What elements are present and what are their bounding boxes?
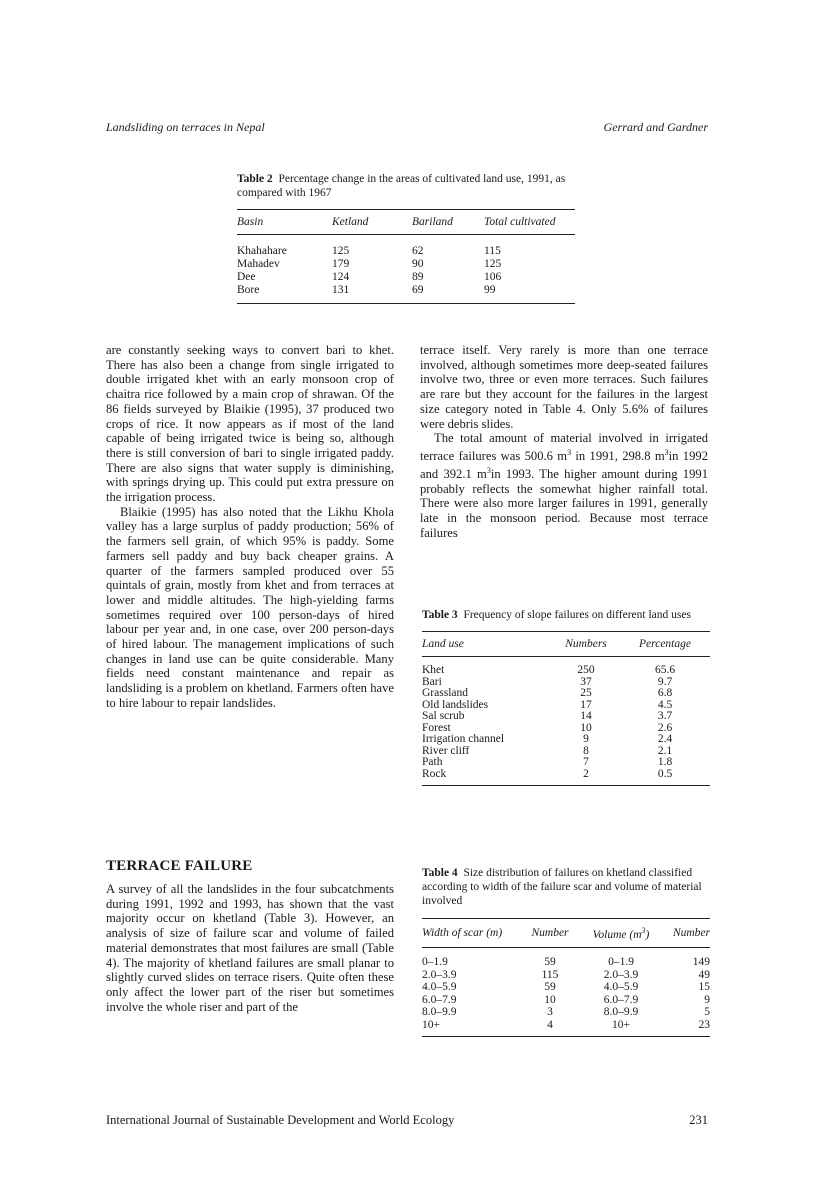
table-cell: 25 (580, 687, 592, 699)
table-3-caption-text: Frequency of slope failures on different land uses (463, 609, 691, 621)
table-cell: Dee (237, 271, 256, 283)
table-cell: Khet (422, 664, 445, 676)
table-row (422, 734, 710, 746)
table-cell: 5 (704, 1006, 710, 1018)
superscript: 3 (664, 447, 669, 457)
column-header: Percentage (639, 638, 691, 650)
table-cell: 115 (484, 245, 501, 257)
body-paragraph: Blaikie (1995) has also noted that the Likhu Khola valley has a large surplus of paddy production; 56% of the farmers sell grain, of which 95% is paddy. Some farmers sell paddy and buy back cheaper grains. A quarter of the farmers sampled produced over 55 quintals of grain, mostly from khet and from terraces at lower and middle altitudes. The high-yielding farms sometimes required over 100 person-days of hired labour per year and, in one case, over 200 person-days of hired labour. The management implications of such changes in land use can be quite considerable. Many fields need constant maintenance and repair as landsliding is a problem on khetland. Farmers often have to hire labour to repair landslides. (106, 504, 394, 710)
table-cell: 106 (484, 271, 502, 283)
body-paragraph (420, 431, 708, 540)
table-cell: 10+ (612, 1018, 630, 1031)
table-cell: Rock (422, 767, 447, 780)
table-2-label: Table 2 (237, 173, 273, 185)
table-cell: 125 (484, 258, 502, 270)
header-text: Volume (m (592, 928, 642, 941)
table-2-grid (237, 209, 575, 304)
table-cell: 6.8 (657, 687, 673, 699)
table-cell: 3.7 (657, 710, 673, 722)
table-row (422, 1006, 710, 1019)
table-2 (237, 172, 575, 304)
table-cell: 69 (412, 284, 424, 296)
body-paragraph: terrace itself. Very rarely is more than one terrace involved, although sometimes more deep-seated failures involve two, three or even more terraces. Such failures are rare but they account for the failures in the largest size category noted in Table 4. Only 5.6% of failures were debris slides. (420, 343, 708, 431)
table-cell: 17 (580, 698, 592, 711)
section-heading: TERRACE FAILURE (106, 858, 253, 874)
superscript: 3 (486, 465, 491, 475)
table-4-grid (422, 918, 710, 1037)
table-row (237, 258, 575, 271)
table-cell: 8.0–9.9 (422, 1006, 457, 1018)
table-row (422, 769, 710, 786)
table-cell: 2 (583, 767, 589, 780)
table-cell: 8.0–9.9 (603, 1006, 639, 1018)
table-cell: 2.0–3.9 (603, 968, 639, 981)
table-cell: 62 (412, 245, 424, 257)
table-cell: 0–1.9 (608, 956, 634, 968)
column-header: Width of scar (m) (422, 927, 503, 939)
table-cell: Irrigation channel (422, 733, 505, 745)
table-row (237, 235, 575, 259)
table-row (422, 688, 710, 700)
table-cell: Mahadev (237, 258, 280, 270)
table-cell: 59 (544, 956, 556, 968)
table-cell: 2.0–3.9 (422, 968, 457, 981)
table-cell: 10+ (422, 1018, 440, 1031)
table-cell: 59 (544, 981, 556, 993)
table-cell: 4.0–5.9 (603, 981, 639, 993)
superscript: 3 (641, 925, 646, 935)
table-cell: 8 (583, 744, 589, 757)
column-header: Total cultivated (484, 216, 556, 228)
table-row (237, 284, 575, 304)
table-row (422, 711, 710, 723)
table-cell: 9.7 (657, 675, 673, 688)
table-cell: 49 (698, 968, 710, 981)
table-cell: 0.5 (657, 767, 673, 780)
table-cell: 99 (484, 284, 496, 296)
table-3-caption (422, 608, 710, 622)
table-4 (422, 866, 710, 1037)
table-cell: 250 (577, 664, 595, 676)
body-paragraph: are constantly seeking ways to convert bari to khet. There has also been a change from single irrigated to double irrigated khet with an early monsoon crop of chaitra rice followed by a main crop of shrawan. Of the 86 fields surveyed by Blaikie (1995), 37 produced two crops of rice. It now appears as if most of the land capable of being irrigated twice is being so, although there is still conversion of bari to single irrigated paddy. There are also signs that water supply is diminishing, with springs drying up. This could put extra pressure on the irrigation process. (106, 343, 394, 505)
table-cell: 89 (412, 271, 424, 283)
table-row (422, 994, 710, 1007)
table-cell: 3 (547, 1006, 553, 1018)
table-cell: Bari (422, 675, 442, 688)
table-cell: 179 (332, 258, 350, 270)
table-cell: River cliff (422, 744, 470, 757)
page-number: 231 (689, 1113, 708, 1127)
table-3-grid (422, 631, 710, 786)
table-4-label: Table 4 (422, 867, 458, 879)
text-run: The total amount of material involved in irrigated terrace failures was 500.6 m (420, 431, 708, 464)
table-cell: 125 (332, 245, 350, 257)
table-row (237, 271, 575, 284)
table-2-caption (237, 172, 575, 200)
table-cell: 10 (544, 993, 556, 1006)
table-cell: Khahahare (237, 245, 287, 257)
right-column-text (420, 343, 708, 541)
table-cell: 9 (704, 993, 710, 1006)
table-cell: 90 (412, 258, 424, 270)
table-3-label: Table 3 (422, 609, 458, 621)
table-cell: 65.6 (654, 664, 676, 676)
table-3 (422, 608, 710, 786)
table-cell: 149 (692, 956, 710, 968)
table-cell: 9 (583, 733, 589, 745)
table-4-caption (422, 866, 710, 908)
running-header-title: Landsliding on terraces in Nepal (106, 120, 265, 134)
column-header: Ketland (332, 216, 369, 228)
header-text: ) (645, 928, 650, 941)
running-header-authors: Gerrard and Gardner (603, 120, 708, 134)
table-cell: 4.5 (657, 698, 673, 711)
table-4-caption-text: Size distribution of failures on khetland classified according to width of the failure scar and volume of material involved (422, 867, 702, 907)
table-header-row (237, 210, 575, 235)
table-cell: 7 (583, 756, 589, 768)
table-cell: 124 (332, 271, 350, 283)
text-run: in 1992 and 392.1 m (420, 449, 708, 481)
table-cell: 1.8 (657, 756, 673, 768)
table-row (422, 969, 710, 982)
table-cell: 6.0–7.9 (422, 993, 457, 1006)
column-header: Land use (422, 638, 464, 650)
table-cell: 0–1.9 (422, 956, 448, 968)
table-cell: Path (422, 756, 443, 768)
column-header: Basin (237, 216, 264, 228)
column-header: Number (672, 927, 710, 939)
footer-journal-name: International Journal of Sustainable Development and World Ecology (106, 1113, 455, 1127)
text-run: in 1993. The higher amount during 1991 probably reflects the somewhat higher rainfall total. There were also more larger failures in 1991, generally late in the monsoon period. Because most terrace failures (420, 467, 708, 540)
table-cell: 131 (332, 284, 350, 296)
left-column-text-lower (106, 882, 394, 1014)
body-paragraph: A survey of all the landslides in the four subcatchments during 1991, 1992 and 1993, has shown that the vast majority occur on khetland (Table 3). However, an analysis of size of failure scar and volume of failed material demonstrates that most failures are small (Table 4). The majority of khetland failures are small planar to slightly curved slides on terrace risers. Quite often these only affect the lower part of the riser but sometimes involve the whole riser and part of the (106, 882, 394, 1014)
table-header-row (422, 919, 710, 948)
table-row (422, 657, 710, 677)
table-cell: Forest (422, 721, 451, 734)
table-cell: Sal scrub (422, 710, 465, 722)
table-cell: 4.0–5.9 (422, 981, 457, 993)
left-column-text (106, 343, 394, 711)
table-cell: Bore (237, 284, 260, 296)
table-cell: 15 (698, 981, 710, 993)
table-row (422, 757, 710, 769)
superscript: 3 (567, 447, 572, 457)
table-cell: 37 (580, 675, 592, 688)
table-2-caption-text: Percentage change in the areas of cultivated land use, 1991, as compared with 1967 (237, 173, 566, 199)
column-header: Number (531, 927, 569, 939)
column-header (580, 919, 662, 948)
table-row (422, 981, 710, 994)
column-header: Bariland (412, 216, 453, 228)
table-cell: Grassland (422, 687, 468, 699)
table-cell: 4 (547, 1018, 553, 1031)
table-cell: Old landslides (422, 698, 489, 711)
table-cell: 115 (541, 968, 559, 981)
table-cell: 10 (580, 721, 592, 734)
table-cell: 6.0–7.9 (603, 993, 639, 1006)
table-cell: 23 (698, 1018, 710, 1031)
table-header-row (422, 632, 710, 657)
table-cell: 2.4 (657, 733, 673, 745)
table-cell: 2.6 (657, 721, 673, 734)
table-cell: 2.1 (657, 744, 673, 757)
table-row (422, 948, 710, 969)
column-header: Numbers (565, 638, 607, 650)
text-run: in 1991, 298.8 m (571, 449, 665, 464)
table-cell: 14 (580, 710, 592, 722)
table-row (422, 1019, 710, 1037)
